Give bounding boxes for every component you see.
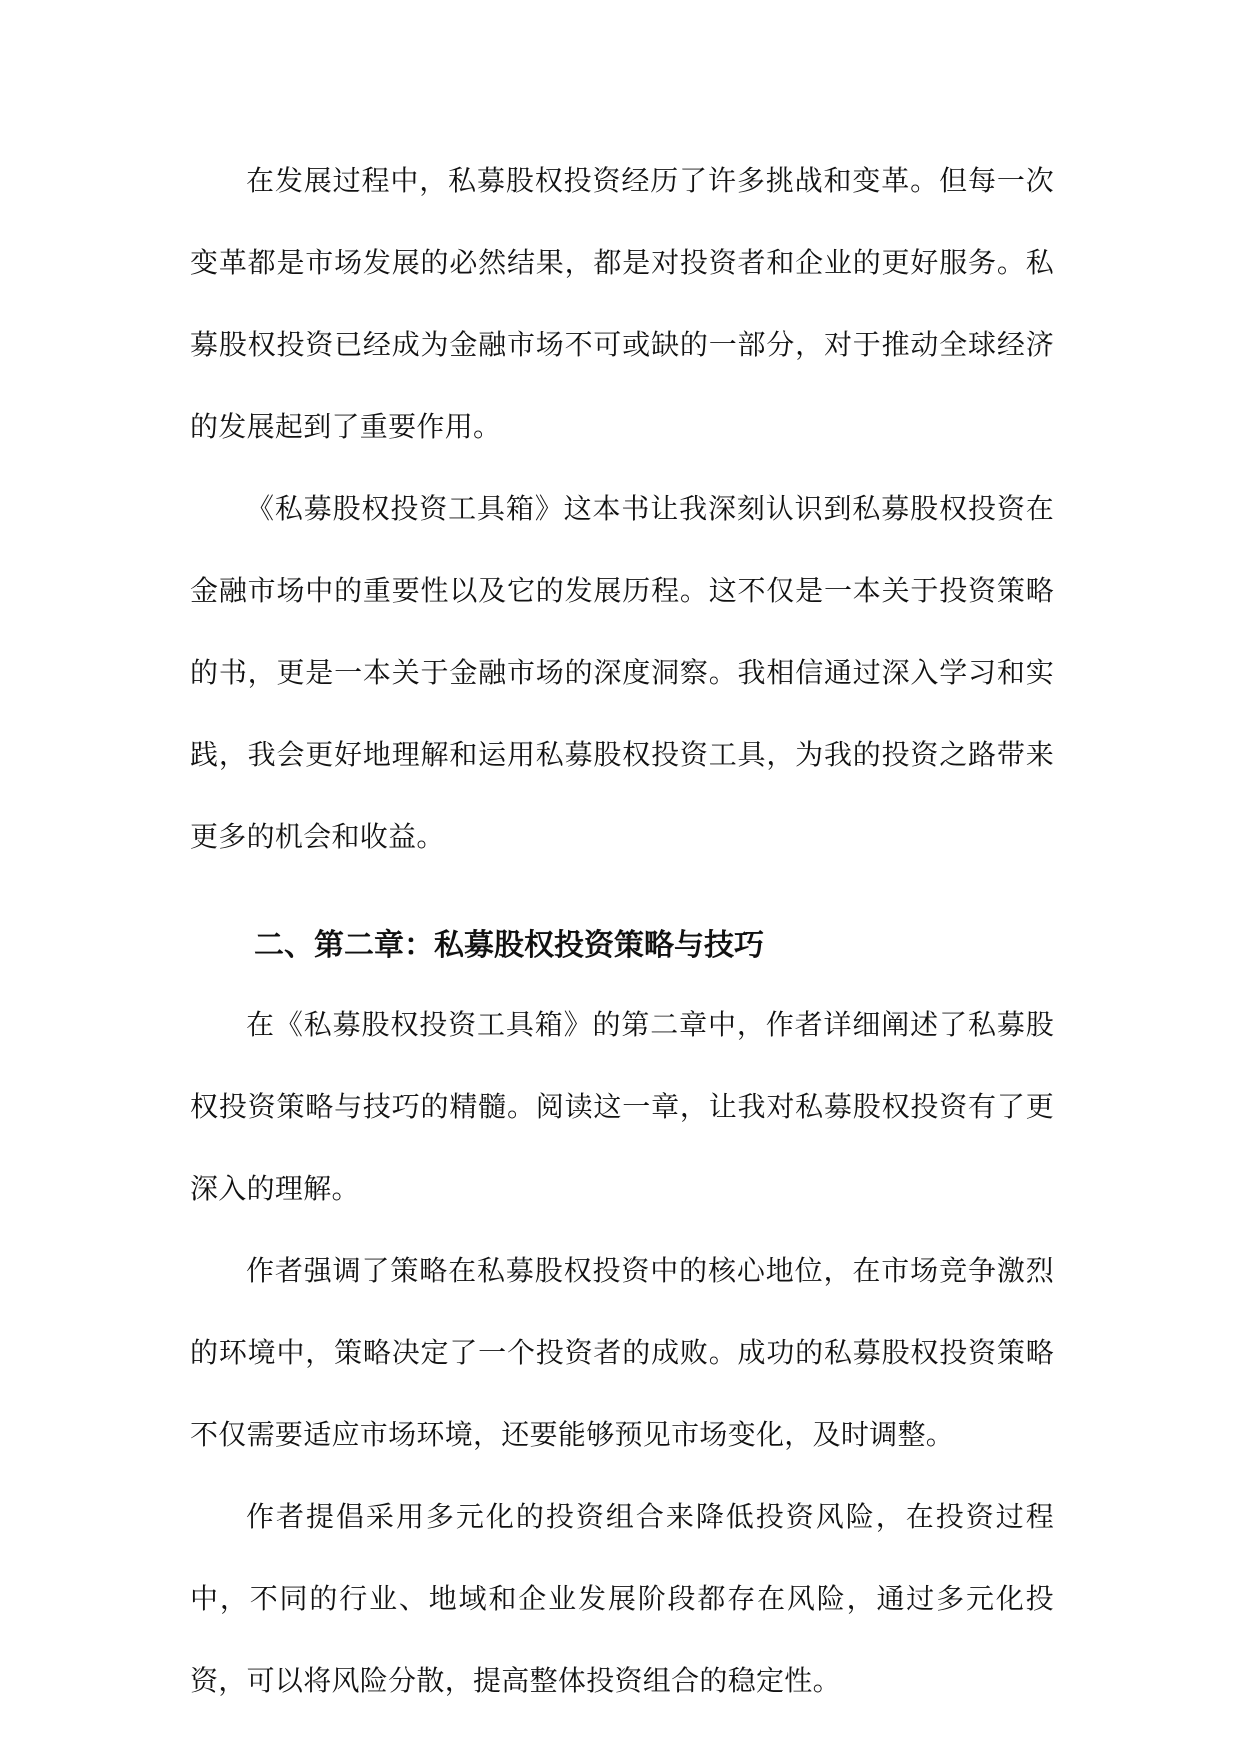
section-heading: 二、第二章：私募股权投资策略与技巧 (254, 928, 764, 963)
paragraph: 《私募股权投资工具箱》这本书让我深刻认识到私募股权投资在金融市场中的重要性以及它的发展历程。这不仅是一本关于投资策略的书，更是一本关于金融市场的深度洞察。我相信通过深入学习和实践，我会更好地理解和运用私募股权投资工具，为我的投资之路带来更多的机会和收益。 (190, 492, 1054, 853)
paragraph: 在发展过程中，私募股权投资经历了许多挑战和变革。但每一次变革都是市场发展的必然结果，都是对投资者和企业的更好服务。私募股权投资已经成为金融市场不可或缺的一部分，对于推动全球经济的发展起到了重要作用。 (190, 164, 1054, 443)
paragraph: 作者提倡采用多元化的投资组合来降低投资风险，在投资过程中，不同的行业、地域和企业发展阶段都存在风险，通过多元化投资，可以将风险分散，提高整体投资组合的稳定性。 (190, 1500, 1054, 1697)
paragraph: 在《私募股权投资工具箱》的第二章中，作者详细阐述了私募股权投资策略与技巧的精髓。阅读这一章，让我对私募股权投资有了更深入的理解。 (190, 1008, 1054, 1205)
paragraph: 作者强调了策略在私募股权投资中的核心地位，在市场竞争激烈的环境中，策略决定了一个投资者的成败。成功的私募股权投资策略不仅需要适应市场环境，还要能够预见市场变化，及时调整。 (190, 1254, 1054, 1451)
page-content (190, 140, 1054, 1722)
